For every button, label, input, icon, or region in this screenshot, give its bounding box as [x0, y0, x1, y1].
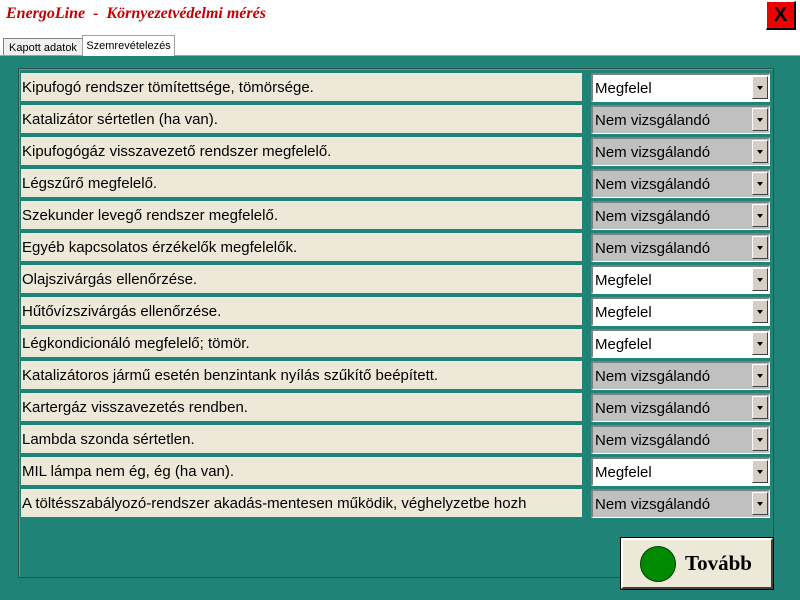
close-button[interactable]: X: [766, 1, 796, 30]
check-result-value: Nem vizsgálandó: [595, 143, 711, 161]
dropdown-button[interactable]: [752, 492, 768, 515]
green-circle-icon: [640, 546, 676, 582]
check-result-dropdown[interactable]: [591, 297, 770, 326]
check-label: Lambda szonda sértetlen.: [21, 425, 582, 453]
check-label: Szekunder levegő rendszer megfelelő.: [21, 201, 582, 229]
check-result-dropdown[interactable]: [591, 73, 770, 102]
check-result-value: Nem vizsgálandó: [595, 399, 711, 417]
dropdown-button[interactable]: [752, 76, 768, 99]
check-result-dropdown[interactable]: [591, 233, 770, 262]
check-label: Kipufogó rendszer tömítettsége, tömörsége.: [21, 73, 582, 101]
dropdown-button[interactable]: [752, 364, 768, 387]
check-label: A töltésszabályozó-rendszer akadás-mentesen működik, véghelyzetbe hozh: [21, 489, 582, 517]
chevron-down-icon: [757, 470, 763, 474]
next-button[interactable]: [621, 538, 773, 589]
check-result-value: Megfelel: [595, 271, 652, 289]
check-result-value: Nem vizsgálandó: [595, 239, 711, 257]
chevron-down-icon: [757, 214, 763, 218]
chevron-down-icon: [757, 310, 763, 314]
chevron-down-icon: [757, 86, 763, 90]
check-label: Katalizátor sértetlen (ha van).: [21, 105, 582, 133]
check-result-value: Megfelel: [595, 335, 652, 353]
check-label: MIL lámpa nem ég, ég (ha van).: [21, 457, 582, 485]
dropdown-button[interactable]: [752, 236, 768, 259]
dropdown-button[interactable]: [752, 300, 768, 323]
dropdown-button[interactable]: [752, 332, 768, 355]
tab-szemrevetelezes[interactable]: Szemrevételezés: [82, 35, 175, 56]
check-result-value: Megfelel: [595, 463, 652, 481]
chevron-down-icon: [757, 374, 763, 378]
chevron-down-icon: [757, 502, 763, 506]
check-label: Olajszivárgás ellenőrzése.: [21, 265, 582, 293]
check-result-dropdown[interactable]: [591, 137, 770, 166]
check-result-value: Nem vizsgálandó: [595, 175, 711, 193]
check-result-value: Nem vizsgálandó: [595, 431, 711, 449]
check-label: Hűtővízszivárgás ellenőrzése.: [21, 297, 582, 325]
check-label: Légszűrő megfelelő.: [21, 169, 582, 197]
check-result-dropdown[interactable]: [591, 201, 770, 230]
dropdown-button[interactable]: [752, 172, 768, 195]
check-label: Kipufogógáz visszavezető rendszer megfelelő.: [21, 137, 582, 165]
title-bar: [0, 0, 800, 33]
window-title: EnergoLine - Környezetvédelmi mérés: [6, 5, 266, 22]
chevron-down-icon: [757, 342, 763, 346]
chevron-down-icon: [757, 278, 763, 282]
check-result-dropdown[interactable]: [591, 393, 770, 422]
dropdown-button[interactable]: [752, 396, 768, 419]
chevron-down-icon: [757, 246, 763, 250]
check-label: Katalizátoros jármű esetén benzintank nyílás szűkítő beépített.: [21, 361, 582, 389]
dropdown-button[interactable]: [752, 460, 768, 483]
check-label: Kartergáz visszavezetés rendben.: [21, 393, 582, 421]
check-result-dropdown[interactable]: [591, 425, 770, 454]
check-result-dropdown[interactable]: [591, 489, 770, 518]
check-result-dropdown[interactable]: [591, 457, 770, 486]
chevron-down-icon: [757, 406, 763, 410]
check-result-dropdown[interactable]: [591, 329, 770, 358]
next-button-label: Tovább: [685, 551, 752, 575]
tab-kapott-adatok[interactable]: Kapott adatok: [3, 38, 83, 56]
dropdown-button[interactable]: [752, 428, 768, 451]
chevron-down-icon: [757, 438, 763, 442]
check-result-dropdown[interactable]: [591, 265, 770, 294]
check-result-value: Nem vizsgálandó: [595, 495, 711, 513]
check-result-value: Nem vizsgálandó: [595, 207, 711, 225]
dropdown-button[interactable]: [752, 108, 768, 131]
dropdown-button[interactable]: [752, 204, 768, 227]
check-result-dropdown[interactable]: [591, 361, 770, 390]
check-result-value: Megfelel: [595, 303, 652, 321]
check-result-dropdown[interactable]: [591, 169, 770, 198]
check-result-dropdown[interactable]: [591, 105, 770, 134]
check-label: Egyéb kapcsolatos érzékelők megfelelők.: [21, 233, 582, 261]
dropdown-button[interactable]: [752, 140, 768, 163]
chevron-down-icon: [757, 150, 763, 154]
check-result-value: Nem vizsgálandó: [595, 111, 711, 129]
dropdown-button[interactable]: [752, 268, 768, 291]
chevron-down-icon: [757, 182, 763, 186]
check-result-value: Nem vizsgálandó: [595, 367, 711, 385]
chevron-down-icon: [757, 118, 763, 122]
check-result-value: Megfelel: [595, 79, 652, 97]
check-label: Légkondicionáló megfelelő; tömör.: [21, 329, 582, 357]
